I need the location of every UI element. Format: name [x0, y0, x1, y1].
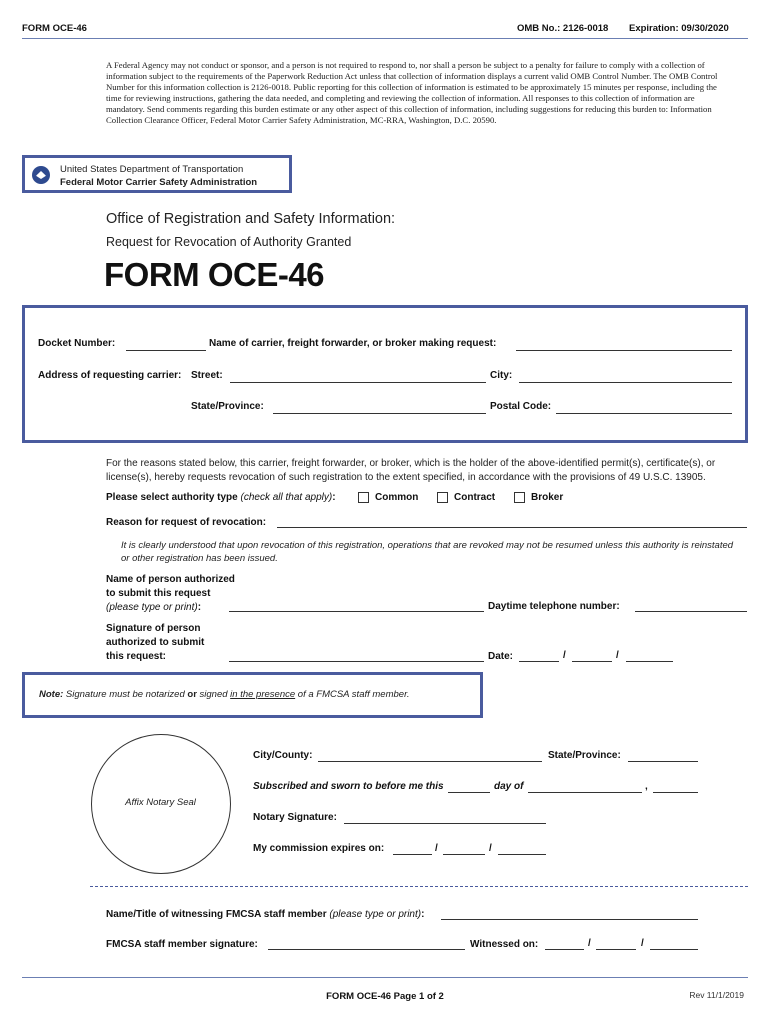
reason-label: Reason for request of revocation: — [106, 517, 267, 528]
sworn-month-field[interactable] — [528, 792, 642, 793]
common-label: Common — [375, 492, 419, 503]
commission-year-field[interactable] — [498, 854, 546, 855]
burden-statement: A Federal Agency may not conduct or sponsor, and a person is not required to respond to, nor shall a person be subject to a penalty for failure to comply with a collection of information subject to the requirements of the Paperwork Reduction Act unless that collection of information displays a current valid OMB Control Number. The OMB Control Number for this information collection is 2126-0018. Public reporting for this collection of information is estimated to be approximately 15 minutes per response, including the time for reviewing instructions, gathering the data needed, and completing and reviewing the collection of information. All responses to this collection of information are mandatory. Send comments regarding this burden estimate or any other aspect of this collection of information, including suggestions for reducing this burden to: Information Collection Clearance Officer, Federal Motor Carrier Safety Administration, MC-RRA, Washington, D.C. 20590. — [106, 60, 718, 126]
sig-label-line3: this request: — [106, 651, 167, 662]
sworn-year-field[interactable] — [653, 792, 698, 793]
witnessed-slash-1: / — [588, 938, 591, 949]
note-text-2: signed — [199, 689, 228, 700]
authority-label-text: Please select authority type — [106, 492, 238, 503]
authority-colon: : — [332, 492, 336, 503]
notary-state-field[interactable] — [628, 761, 698, 762]
sig-label-line2: authorized to submit — [106, 637, 205, 648]
carrier-info-box — [22, 305, 748, 443]
header-rule — [22, 38, 748, 39]
broker-checkbox[interactable] — [514, 492, 525, 503]
day-of-label: day of — [494, 781, 524, 792]
note-text — [39, 689, 410, 700]
witness-name-field[interactable] — [441, 919, 698, 920]
agency-box — [22, 155, 292, 193]
carrier-name-label: Name of carrier, freight forwarder, or broker making request: — [209, 338, 497, 349]
sig-label-line1: Signature of person — [106, 623, 201, 634]
name-label-line1: Name of person authorized — [106, 574, 235, 585]
date-slash-2: / — [616, 650, 619, 661]
note-or: or — [187, 689, 197, 700]
witnessed-on-label: Witnessed on: — [470, 939, 539, 950]
staff-signature-field[interactable] — [268, 949, 465, 950]
witness-name-label — [106, 909, 424, 920]
notary-seal-label: Affix Notary Seal — [125, 797, 196, 808]
note-prefix: Note: — [39, 689, 64, 700]
common-checkbox[interactable] — [358, 492, 369, 503]
sworn-label: Subscribed and sworn to before me this — [253, 781, 444, 792]
witness-name-hint: (please type or print) — [329, 909, 422, 920]
notary-city-label: City/County: — [253, 750, 313, 761]
date-year-field[interactable] — [626, 661, 673, 662]
date-day-field[interactable] — [572, 661, 612, 662]
commission-slash-1: / — [435, 843, 438, 854]
witness-colon: : — [421, 909, 425, 920]
name-label-line2: to submit this request — [106, 588, 211, 599]
note-box — [22, 672, 483, 718]
date-month-field[interactable] — [519, 661, 559, 662]
authority-type-label — [106, 492, 336, 503]
footer-rule — [22, 977, 748, 978]
notary-signature-label: Notary Signature: — [253, 812, 337, 823]
state-label: State/Province: — [191, 401, 264, 412]
contract-label: Contract — [454, 492, 496, 503]
docket-number-field[interactable] — [126, 350, 206, 351]
note-text-3: of a FMCSA staff member. — [297, 689, 410, 700]
authorized-signature-field[interactable] — [229, 661, 484, 662]
witnessed-month-field[interactable] — [545, 949, 584, 950]
carrier-name-field[interactable] — [516, 350, 732, 351]
notary-state-label: State/Province: — [548, 750, 621, 761]
witness-name-text: Name/Title of witnessing FMCSA staff member — [106, 909, 327, 920]
address-label: Address of requesting carrier: — [38, 370, 182, 381]
expiration-date: Expiration: 09/30/2020 — [629, 23, 729, 34]
postal-code-field[interactable] — [556, 413, 732, 414]
commission-slash-2: / — [489, 843, 492, 854]
authorized-signature-label — [106, 622, 204, 664]
revision-date: Rev 11/1/2019 — [689, 990, 744, 1000]
revocation-statement: For the reasons stated below, this carrier, freight forwarder, or broker, which is the holder of the above-identified permit(s), certificate(s), or license(s), hereby requests revocation of such registration to the extent specified, in accordance with the provisions of 49 U.S.C. 13905. — [106, 458, 716, 483]
street-field[interactable] — [230, 382, 486, 383]
section-divider — [90, 886, 748, 887]
omb-number: OMB No.: 2126-0018 — [517, 23, 609, 34]
form-title: FORM OCE-46 — [104, 256, 325, 293]
department-name: United States Department of Transportation — [60, 164, 244, 175]
commission-month-field[interactable] — [393, 854, 432, 855]
sworn-day-field[interactable] — [448, 792, 490, 793]
request-heading: Request for Revocation of Authority Granted — [106, 235, 352, 249]
notary-city-field[interactable] — [318, 761, 542, 762]
date-label: Date: — [488, 651, 514, 662]
page-footer: FORM OCE-46 Page 1 of 2 — [326, 991, 444, 1002]
notary-signature-field[interactable] — [344, 823, 546, 824]
phone-field[interactable] — [635, 611, 747, 612]
witnessed-year-field[interactable] — [650, 949, 698, 950]
witnessed-slash-2: / — [641, 938, 644, 949]
notary-seal-circle — [91, 734, 231, 874]
dot-logo-icon — [32, 166, 50, 184]
commission-expires-label: My commission expires on: — [253, 843, 385, 854]
city-label: City: — [490, 370, 513, 381]
revocation-note: It is clearly understood that upon revocation of this registration, operations that are revoked may not be resumed unless this authority is reinstated or other registration has been issued. — [121, 540, 734, 564]
postal-label: Postal Code: — [490, 401, 552, 412]
docket-label: Docket Number: — [38, 338, 116, 349]
reason-field[interactable] — [277, 527, 747, 528]
authorized-name-field[interactable] — [229, 611, 484, 612]
form-id-header: FORM OCE-46 — [22, 23, 87, 34]
contract-checkbox[interactable] — [437, 492, 448, 503]
staff-signature-label: FMCSA staff member signature: — [106, 939, 258, 950]
sworn-comma: , — [645, 781, 648, 792]
broker-label: Broker — [531, 492, 564, 503]
street-label: Street: — [191, 370, 223, 381]
phone-label: Daytime telephone number: — [488, 601, 620, 612]
commission-day-field[interactable] — [443, 854, 485, 855]
note-underlined: in the presence — [230, 689, 296, 700]
note-text-1: Signature must be notarized — [65, 689, 185, 700]
administration-name: Federal Motor Carrier Safety Administration — [60, 177, 258, 188]
office-heading: Office of Registration and Safety Information: — [106, 211, 396, 227]
city-field[interactable] — [519, 382, 732, 383]
name-label-line3: (please type or print) — [106, 602, 198, 613]
authority-hint: (check all that apply) — [240, 492, 333, 503]
witnessed-day-field[interactable] — [596, 949, 636, 950]
authorized-name-label: Name of person authorized to submit this request (please type or print): — [106, 574, 235, 613]
date-slash-1: / — [563, 650, 566, 661]
state-field[interactable] — [273, 413, 486, 414]
